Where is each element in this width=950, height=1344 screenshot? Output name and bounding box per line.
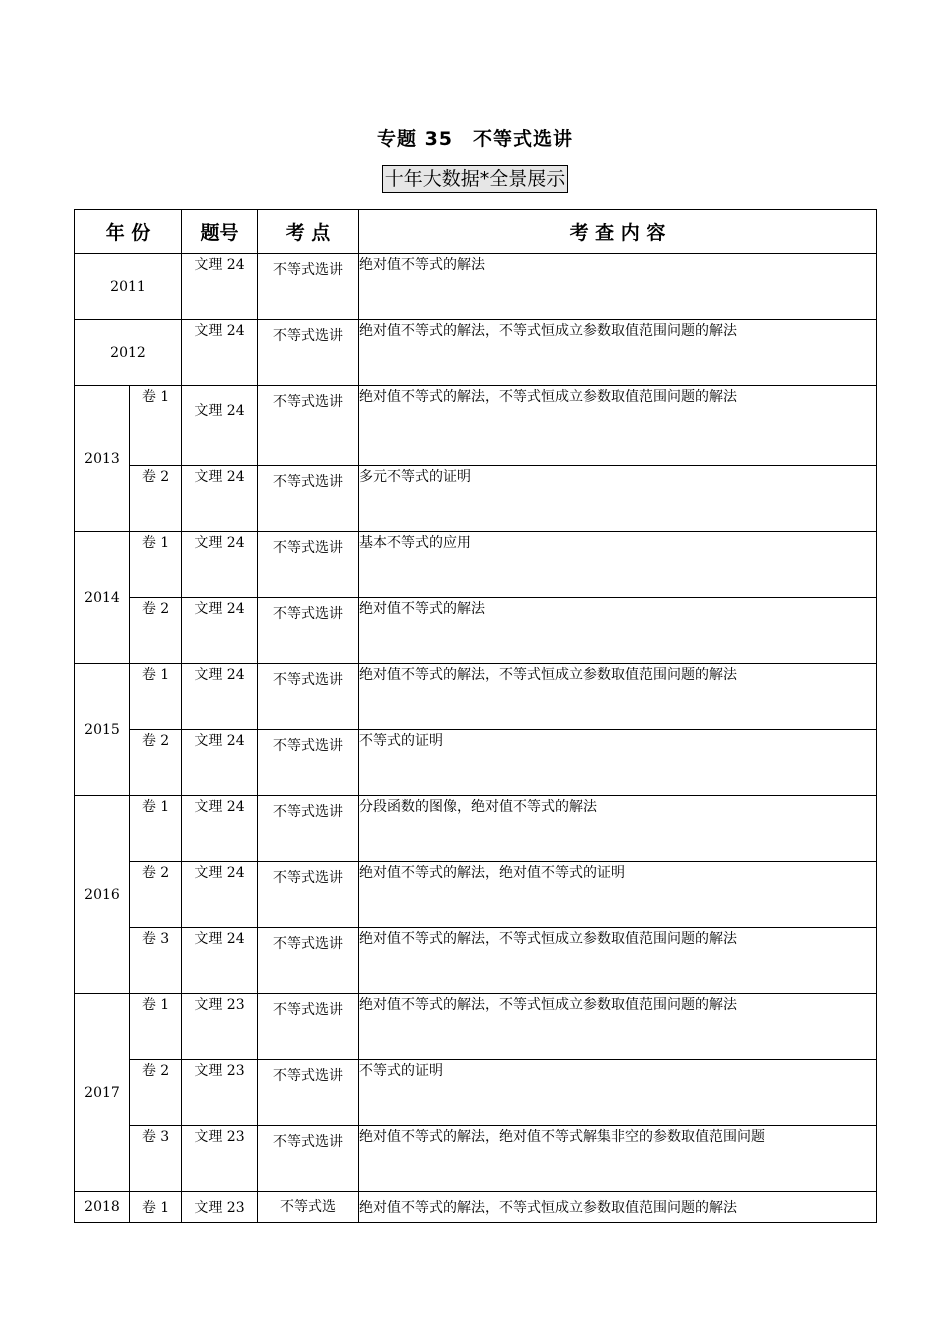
question-number-cell: 文理 24	[182, 730, 258, 796]
table-row	[75, 386, 877, 466]
table-row	[75, 994, 877, 1060]
test-point-cell: 不等式选讲	[258, 730, 359, 796]
test-point-cell: 不等式选讲	[258, 1126, 359, 1192]
header-content: 考 查 内 容	[359, 210, 877, 254]
question-number-cell: 文理 23	[182, 1126, 258, 1192]
volume-cell: 卷 2	[130, 598, 182, 664]
test-point-cell: 不等式选讲	[258, 664, 359, 730]
volume-cell: 卷 2	[130, 466, 182, 532]
question-number-cell: 文理 24	[182, 796, 258, 862]
test-point-cell: 不等式选讲	[258, 532, 359, 598]
table-row	[75, 664, 877, 730]
question-number-cell: 文理 23	[182, 1060, 258, 1126]
question-number-cell: 文理 24	[182, 598, 258, 664]
table-header-row	[75, 210, 877, 254]
question-number-cell: 文理 24	[182, 466, 258, 532]
content-cell: 绝对值不等式的解法	[359, 254, 877, 320]
header-test-point: 考 点	[258, 210, 359, 254]
table-row	[75, 796, 877, 862]
question-number-cell: 文理 24	[182, 320, 258, 386]
table-row	[75, 532, 877, 598]
content-cell: 绝对值不等式的解法，不等式恒成立参数取值范围问题的解法	[359, 928, 877, 994]
test-point-cell: 不等式选讲	[258, 466, 359, 532]
volume-cell: 卷 2	[130, 862, 182, 928]
document-title: 专题 35 不等式选讲	[376, 128, 574, 150]
test-point-cell: 不等式选讲	[258, 928, 359, 994]
question-number-cell: 文理 24	[182, 532, 258, 598]
volume-cell: 卷 1	[130, 1192, 182, 1223]
content-cell: 绝对值不等式的解法，不等式恒成立参数取值范围问题的解法	[359, 1192, 877, 1223]
content-cell: 绝对值不等式的解法，绝对值不等式解集非空的参数取值范围问题	[359, 1126, 877, 1192]
question-number-cell: 文理 24	[182, 254, 258, 320]
question-number-cell: 文理 24	[182, 928, 258, 994]
year-cell: 2014	[75, 532, 130, 664]
test-point-cell: 不等式选讲	[258, 862, 359, 928]
table-row	[75, 730, 877, 796]
volume-cell: 卷 2	[130, 730, 182, 796]
header-question-number: 题号	[182, 210, 258, 254]
volume-cell: 卷 1	[130, 994, 182, 1060]
content-cell: 多元不等式的证明	[359, 466, 877, 532]
table-row	[75, 1192, 877, 1223]
test-point-cell: 不等式选讲	[258, 598, 359, 664]
document-subtitle: 十年大数据*全景展示	[382, 165, 569, 193]
table-row	[75, 466, 877, 532]
test-point-cell: 不等式选讲	[258, 386, 359, 466]
question-number-cell: 文理 24	[182, 386, 258, 466]
content-cell: 绝对值不等式的解法，不等式恒成立参数取值范围问题的解法	[359, 664, 877, 730]
volume-cell: 卷 2	[130, 1060, 182, 1126]
table-row	[75, 598, 877, 664]
test-point-cell: 不等式选	[258, 1192, 359, 1223]
header-year: 年 份	[75, 210, 182, 254]
content-cell: 基本不等式的应用	[359, 532, 877, 598]
question-number-cell: 文理 23	[182, 994, 258, 1060]
test-point-cell: 不等式选讲	[258, 796, 359, 862]
volume-cell: 卷 3	[130, 928, 182, 994]
volume-cell: 卷 1	[130, 796, 182, 862]
volume-cell: 卷 1	[130, 532, 182, 598]
table-row	[75, 320, 877, 386]
content-cell: 分段函数的图像，绝对值不等式的解法	[359, 796, 877, 862]
table-row	[75, 1060, 877, 1126]
subtitle-wrapper	[0, 165, 950, 193]
question-number-cell: 文理 23	[182, 1192, 258, 1223]
content-cell: 绝对值不等式的解法，绝对值不等式的证明	[359, 862, 877, 928]
exam-topic-table	[74, 209, 877, 1223]
question-number-cell: 文理 24	[182, 862, 258, 928]
year-cell: 2016	[75, 796, 130, 994]
content-cell: 不等式的证明	[359, 1060, 877, 1126]
table-row	[75, 928, 877, 994]
test-point-cell: 不等式选讲	[258, 1060, 359, 1126]
volume-cell: 卷 1	[130, 386, 182, 466]
test-point-cell: 不等式选讲	[258, 994, 359, 1060]
year-cell: 2018	[75, 1192, 130, 1223]
table-row	[75, 254, 877, 320]
content-cell: 绝对值不等式的解法，不等式恒成立参数取值范围问题的解法	[359, 386, 877, 466]
year-cell: 2013	[75, 386, 130, 532]
year-cell: 2012	[75, 320, 182, 386]
year-cell: 2015	[75, 664, 130, 796]
volume-cell: 卷 3	[130, 1126, 182, 1192]
volume-cell: 卷 1	[130, 664, 182, 730]
content-cell: 不等式的证明	[359, 730, 877, 796]
content-cell: 绝对值不等式的解法，不等式恒成立参数取值范围问题的解法	[359, 320, 877, 386]
table-row	[75, 1126, 877, 1192]
content-cell: 绝对值不等式的解法	[359, 598, 877, 664]
test-point-cell: 不等式选讲	[258, 254, 359, 320]
content-cell: 绝对值不等式的解法，不等式恒成立参数取值范围问题的解法	[359, 994, 877, 1060]
year-cell: 2017	[75, 994, 130, 1192]
year-cell: 2011	[75, 254, 182, 320]
table-row	[75, 862, 877, 928]
test-point-cell: 不等式选讲	[258, 320, 359, 386]
question-number-cell: 文理 24	[182, 664, 258, 730]
